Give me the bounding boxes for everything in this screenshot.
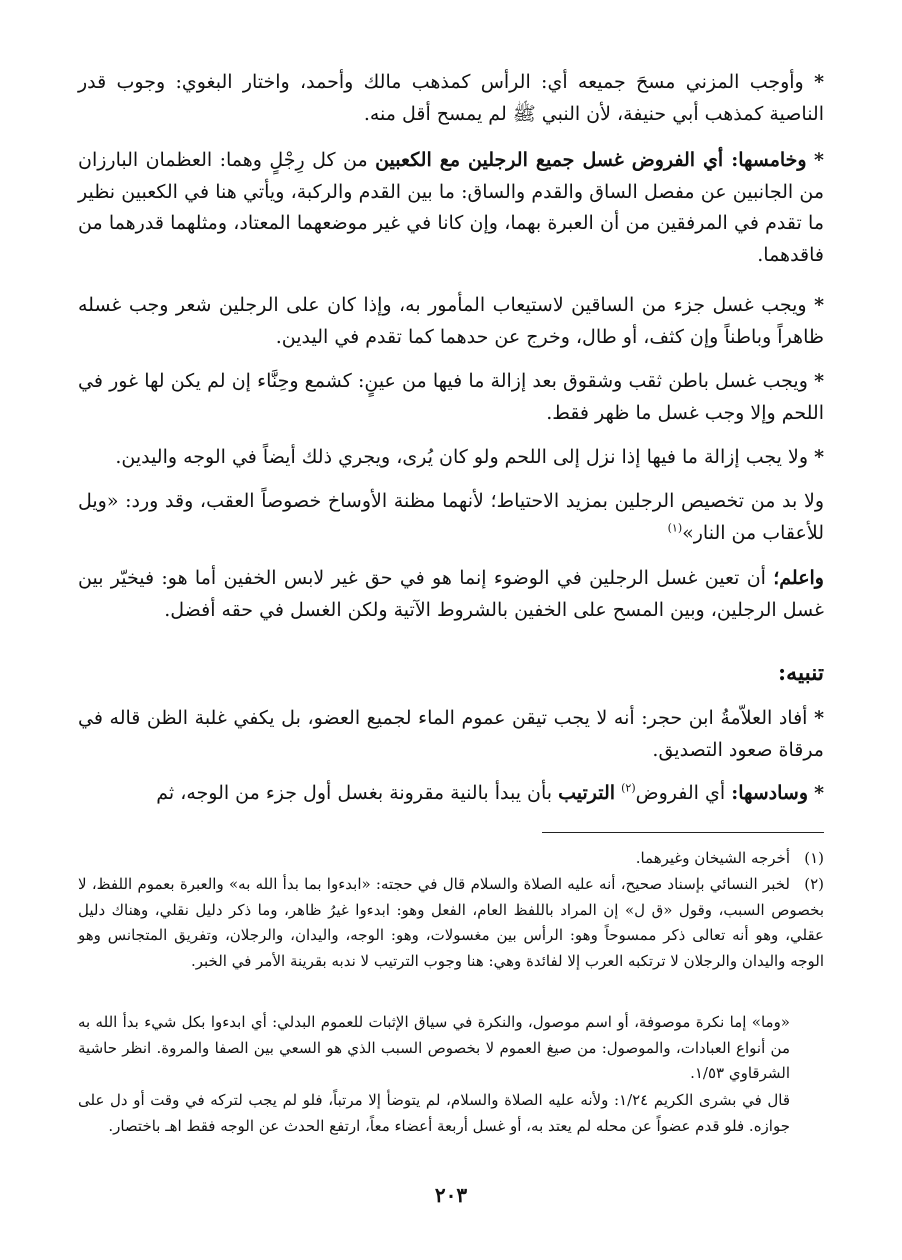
footnote-text: أخرجه الشيخان وغيرهما. — [635, 849, 790, 867]
paragraph-6 — [78, 486, 824, 549]
footnote-divider — [542, 832, 824, 833]
bullet-star: * — [814, 782, 824, 804]
paragraph-8 — [78, 703, 824, 766]
paragraph-4 — [78, 366, 824, 429]
bullet-star: * — [814, 446, 824, 468]
paragraph-5 — [78, 442, 824, 474]
bullet-star: * — [814, 71, 824, 93]
paragraph-7 — [78, 563, 824, 626]
paragraph-text: ولا يجب إزالة ما فيها إذا نزل إلى اللحم ولو كان يُرى، ويجري ذلك أيضاً في الوجه واليدين. — [115, 446, 809, 468]
footnote-ref[interactable]: (٢) — [621, 781, 636, 795]
footnote-text: لخبر النسائي بإسناد صحيح، أنه عليه الصلاة والسلام قال في حجته: «ابدءوا بما بدأ الله به» والعبرة بعموم اللفظ، لا بخصوص السبب، وقول «ق ل» إن المراد باللفظ العام، الفعل وهو: ابدءوا غيرُ ظاهر، وما ذكر دليل نقلي، وهناك دليل عقلي، وهو أنه تعالى ذكر ممسوحاً وهو: الرأس بين مغسولات، وهو: الوجه، واليدان، والرجلان، وتفريق المتجانس وهو الوجه واليدان والرجلان لا ترتكبه العرب إلا لفائدة وهي: هنا وجوب الترتيب لا ندبه بقرينة الأمر في الخبر. — [78, 875, 824, 970]
paragraph-2 — [78, 145, 824, 271]
paragraph-text: وأوجب المزني مسحَ جميعه أي: الرأس كمذهب مالك وأحمد، واختار البغوي: وجوب قدر الناصية كمذهب أبي حنيفة، لأن النبي ﷺ لم يمسح أقل منه. — [78, 71, 824, 125]
footnote-1 — [78, 846, 824, 872]
footnote-2-continued — [78, 1010, 790, 1087]
footnote-2-continued — [78, 1088, 790, 1139]
footnote-number: (٢) — [804, 875, 824, 893]
footnote-2 — [78, 872, 824, 974]
bullet-star: * — [814, 294, 824, 316]
paragraph-9 — [78, 778, 824, 810]
footnote-number: (١) — [804, 849, 824, 867]
bold-lead: الترتيب — [558, 782, 616, 804]
bold-lead: وخامسها: أي الفروض غسل جميع الرجلين مع الكعبين — [375, 149, 807, 171]
footnote-text: قال في بشرى الكريم ١/٢٤: ولأنه عليه الصلاة والسلام، لم يتوضأ إلا مرتباً، فلو لم يجب لتركه في وقت أو دل على جوازه. فلو قدم عضواً عن محله لم يعتد به، أو غسل أربعة أعضاء معاً، ارتفع الحدث عن الوجه فقط اهـ باختصار. — [78, 1091, 790, 1135]
bullet-star: * — [814, 149, 824, 171]
paragraph-text: أن تعين غسل الرجلين في الوضوء إنما هو في حق غير لابس الخفين أما هو: فيخيّر بين غسل الرجلين، وبين المسح على الخفين بالشروط الآتية ولكن الغسل في حقه أفضل. — [78, 567, 824, 621]
page-number: ٢٠٣ — [434, 1183, 468, 1207]
paragraph-1 — [78, 67, 824, 130]
paragraph-text: من كل رِجْلٍ وهما: العظمان البارزان من الجانبين عن مفصل الساق والقدم والساق: ما بين القدم والركبة، ويأتي هنا في الكعبين نظير ما تقدم في المرفقين من أن العبرة بهما، وإن كانا في غير موضعهما المعتاد، ومثلهما قدرهما من فاقدهما. — [78, 149, 824, 266]
paragraph-3 — [78, 290, 824, 353]
bold-lead: واعلم؛ — [773, 567, 824, 589]
bullet-star: * — [814, 370, 824, 392]
bold-lead: وسادسها: — [731, 782, 809, 804]
paragraph-text: ويجب غسل جزء من الساقين لاستيعاب المأمور به، وإذا كان على الرجلين شعر وجب غسله ظاهراً وباطناً وإن كثف، أو طال، وخرج عن حدهما كما تقدم في اليدين. — [78, 294, 824, 348]
paragraph-text: بأن يبدأ بالنية مقرونة بغسل أول جزء من الوجه، ثم — [156, 782, 553, 804]
bullet-star: * — [814, 707, 824, 729]
footnote-text: «وما» إما نكرة موصوفة، أو اسم موصول، والنكرة في سياق الإثبات للعموم البدلي: أي ابدءوا بكل شيء بدأ الله به من أنواع العبادات، والموصول: من صيغ العموم لا بخصوص السبب الذي هو السعي بين الصفا والمروة. انظر حاشية الشرقاوي ١/٥٣. — [78, 1013, 790, 1082]
paragraph-text: أفاد العلاّمةُ ابن حجر: أنه لا يجب تيقن عموم الماء لجميع العضو، بل يكفي غلبة الظن قاله في مرقاة صعود التصديق. — [78, 707, 824, 761]
section-heading: تنبيه: — [778, 660, 824, 686]
paragraph-text: ولا بد من تخصيص الرجلين بمزيد الاحتياط؛ لأنهما مظنة الأوساخ خصوصاً العقب، وقد ورد: «ويل للأعقاب من النار» — [78, 490, 824, 544]
paragraph-text: أي الفروض — [635, 782, 726, 804]
paragraph-text: ويجب غسل باطن ثقب وشقوق بعد إزالة ما فيها من عينٍ: كشمع وحِنَّاء إن لم يكن لها غور في اللحم وإلا وجب غسل ما ظهر فقط. — [78, 370, 824, 424]
footnote-ref[interactable]: (١) — [667, 521, 683, 535]
